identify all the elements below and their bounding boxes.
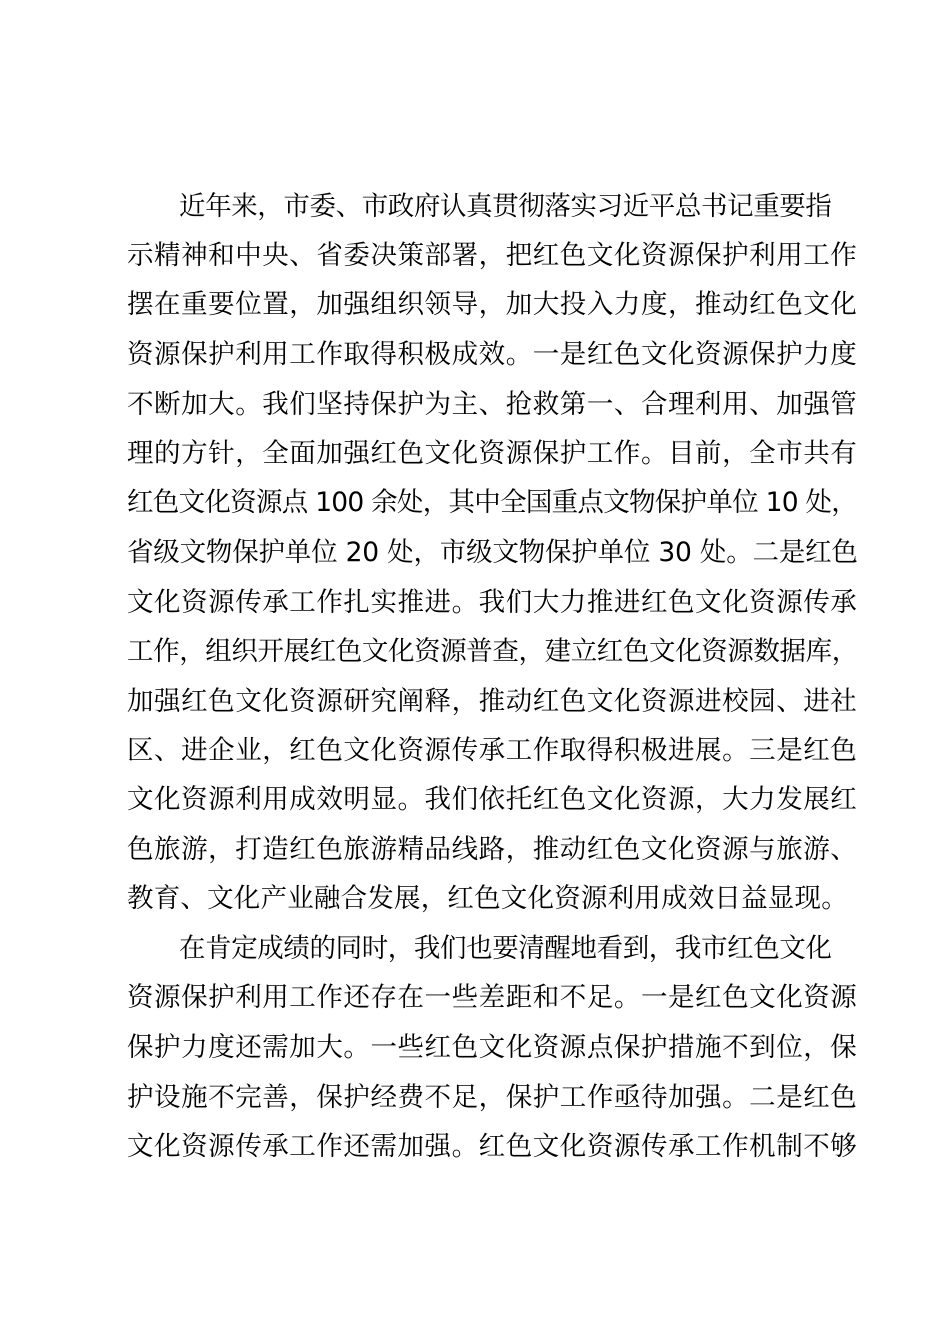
paragraph-line: 文化资源利用成效明显。我们依托红色文化资源，大力发展红	[127, 784, 857, 815]
paragraph-line: 摆在重要位置，加强组织领导，加大投入力度，推动红色文化	[127, 289, 857, 320]
paragraph-line: 文化资源传承工作扎实推进。我们大力推进红色文化资源传承	[127, 587, 857, 618]
paragraph-line: 加强红色文化资源研究阐释，推动红色文化资源进校园、进社	[127, 686, 857, 717]
paragraph-line: 工作，组织开展红色文化资源普查，建立红色文化资源数据库，	[127, 636, 858, 667]
paragraph-line: 省级文物保护单位 20 处，市级文物保护单位 30 处。二是红色	[127, 537, 858, 568]
paragraph-line: 理的方针，全面加强红色文化资源保护工作。目前，全市共有	[127, 438, 857, 469]
paragraph-line: 红色文化资源点 100 余处，其中全国重点文物保护单位 10 处，	[127, 487, 857, 518]
paragraph-line: 近年来，市委、市政府认真贯彻落实习近平总书记重要指	[179, 191, 832, 222]
paragraph-line: 示精神和中央、省委决策部署，把红色文化资源保护利用工作	[127, 240, 857, 271]
paragraph-line: 护设施不完善，保护经费不足，保护工作亟待加强。二是红色	[127, 1082, 857, 1113]
paragraph-line: 不断加大。我们坚持保护为主、抢救第一、合理利用、加强管	[127, 389, 857, 420]
paragraph-line: 区、进企业，红色文化资源传承工作取得积极进展。三是红色	[127, 735, 857, 766]
paragraph-line: 资源保护利用工作取得积极成效。一是红色文化资源保护力度	[127, 339, 857, 370]
paragraph-line: 资源保护利用工作还存在一些差距和不足。一是红色文化资源	[127, 982, 857, 1013]
paragraph-line: 保护力度还需加大。一些红色文化资源点保护措施不到位，保	[127, 1032, 857, 1063]
paragraph-line: 文化资源传承工作还需加强。红色文化资源传承工作机制不够	[127, 1131, 857, 1162]
paragraph-line: 在肯定成绩的同时，我们也要清醒地看到，我市红色文化	[179, 933, 832, 964]
paragraph-line: 教育、文化产业融合发展，红色文化资源利用成效日益显现。	[127, 883, 848, 914]
paragraph-line: 色旅游，打造红色旅游精品线路，推动红色文化资源与旅游、	[127, 834, 857, 865]
